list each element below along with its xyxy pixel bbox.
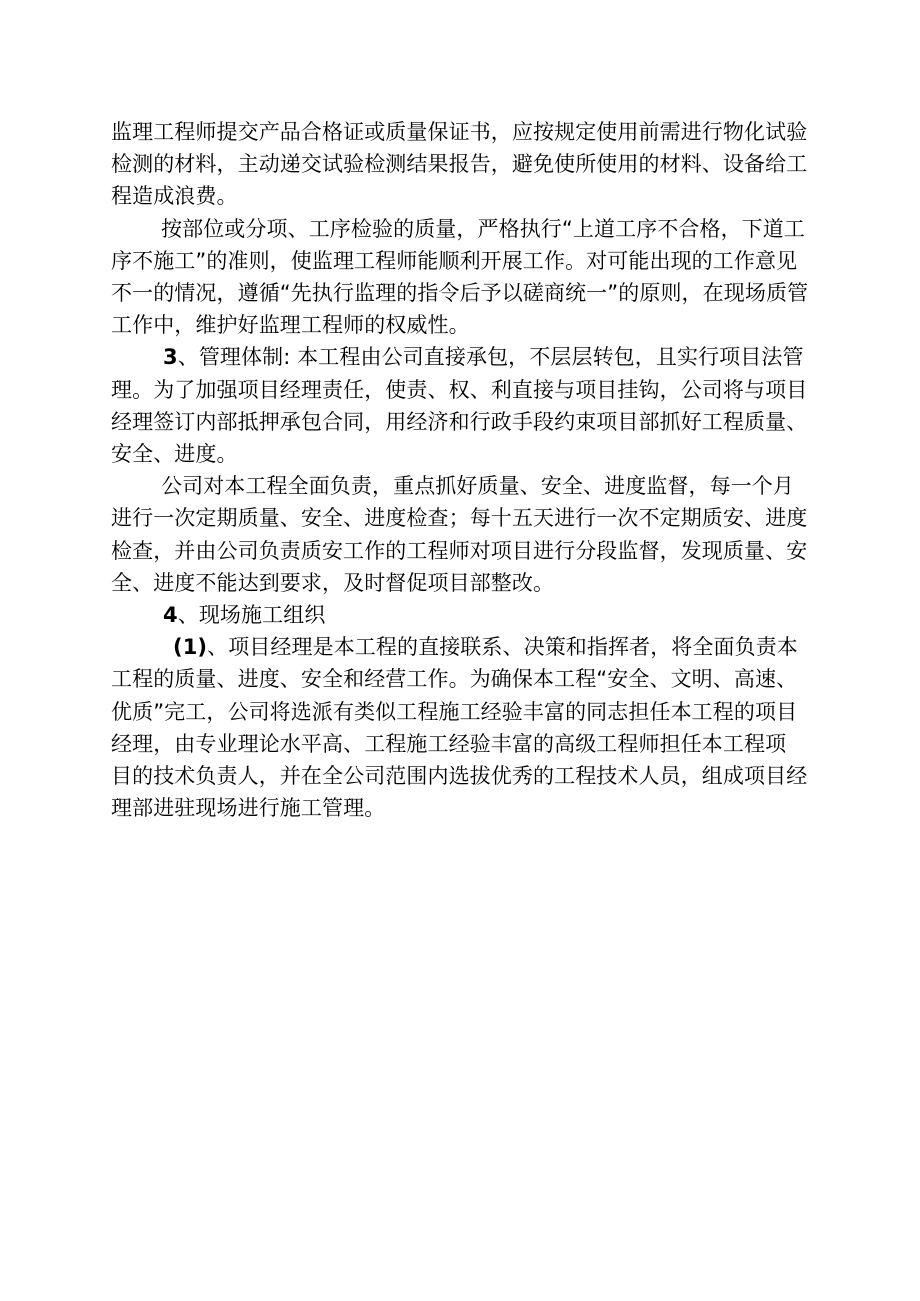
- paragraph-process-inspection: 按部位或分项、工序检验的质量，严格执行“上道工序不合格，下道工序不施工”的准则，使监理工程师能顺利开展工作。对可能出现的工作意见不一的情况，遵循“先执行监理的指令后予以磋商统一”的原则，在现场质管工作中，维护好监理工程师的权威性。: [111, 216, 809, 338]
- paragraph-text: 、项目经理是本工程的直接联系、决策和指挥者，将全面负责本工程的质量、进度、安全和经营工作。为确保本工程“安全、文明、高速、优质”完工，公司将选派有类似工程施工经验丰富的同志担任本工程的项目经理，由专业理论水平高、工程施工经验丰富的高级工程师担任本工程项: [111, 635, 798, 756]
- paragraph-text: 、管理体制: 本工程由公司直接承包，不层层转包，且实行项目法管理。为了加强项目经理责任，使责、权、利直接与项目挂钩，公司将与项目经理签订内部抵押承包合同，用经济和行政手段约束项目部抓好工程质量、安全、进度。: [111, 345, 808, 467]
- document-body: [111, 116, 811, 824]
- paragraph-management-system: [111, 341, 811, 470]
- heading-text: 、现场施工组织: [177, 603, 326, 628]
- heading-site-organization: [111, 599, 811, 631]
- section-number: 3: [163, 345, 178, 370]
- item-number: (1): [173, 635, 208, 660]
- paragraph-materials-testing: 监理工程师提交产品合格证或质量保证书，应按规定使用前需进行物化试验检测的材料，主动递交试验检测结果报告，避免使所使用的材料、设备给工程造成浪费。: [111, 120, 808, 209]
- section-number: 4: [163, 603, 178, 628]
- paragraph-project-manager: [111, 631, 811, 760]
- paragraph-company-responsibility: 公司对本工程全面负责，重点抓好质量、安全、进度监督，每一个月进行一次定期质量、安全、进度检查；每十五天进行一次不定期质安、进度检查，并由公司负责质安工作的工程师对项目进行分段监督，发现质量、安全、进度不能达到要求，及时督促项目部整改。: [111, 474, 808, 595]
- paragraph-technical-lead: 目的技术负责人，并在全公司范围内选拔优秀的工程技术人员，组成项目经理部进驻现场进行施工管理。: [111, 764, 808, 821]
